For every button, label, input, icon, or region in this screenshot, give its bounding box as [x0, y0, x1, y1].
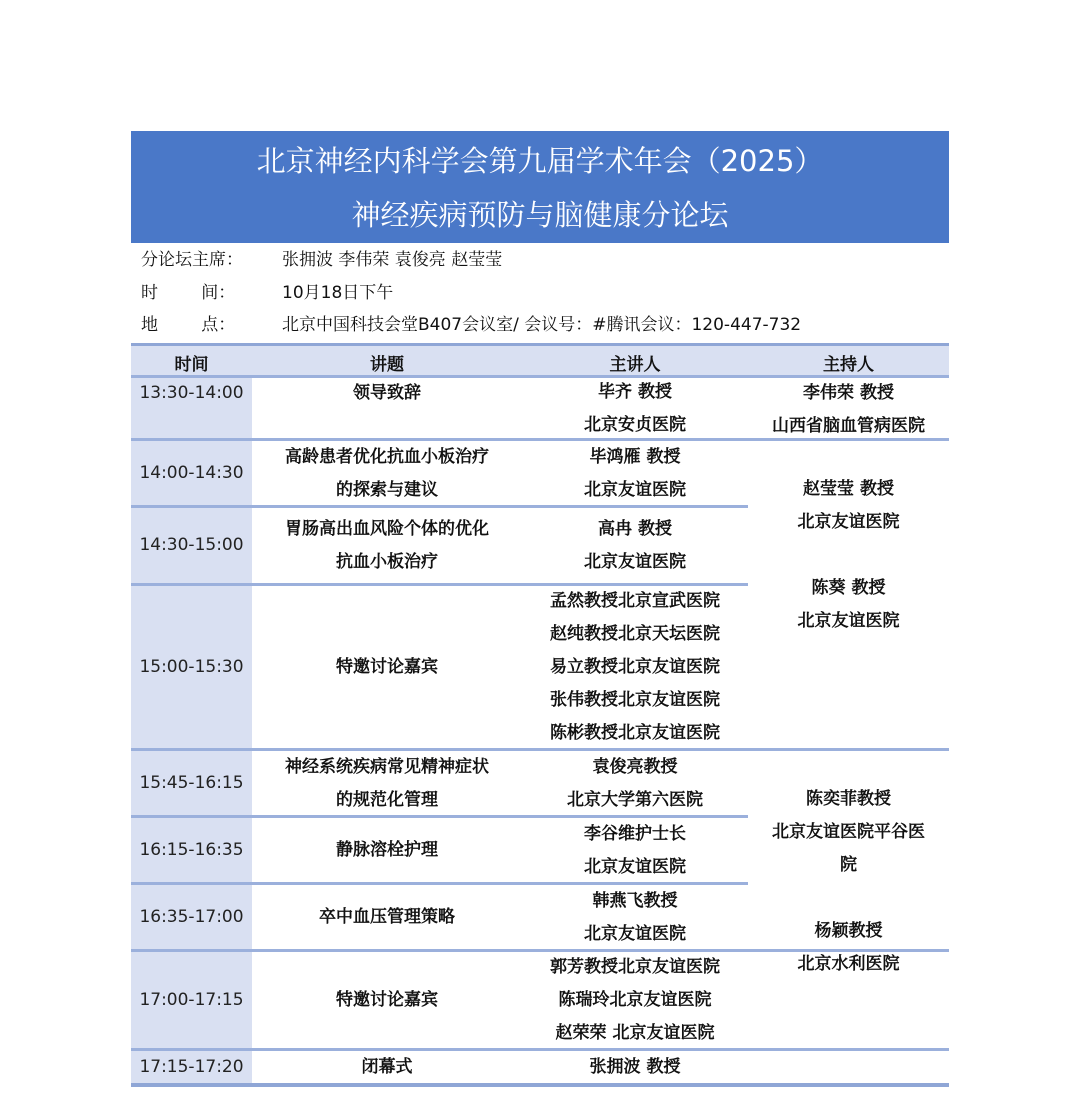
row-topic	[252, 1051, 522, 1084]
speaker-line: 张伟教授北京友谊医院	[550, 690, 720, 710]
row-speaker	[522, 376, 748, 442]
topic-line: 闭幕式	[361, 1057, 413, 1077]
speaker-line: 北京友谊医院	[584, 923, 686, 944]
row-topic	[252, 441, 522, 507]
row-time: 13:30-14:00	[139, 383, 244, 403]
row-time: 17:15-17:20	[139, 1056, 244, 1077]
host-spacer	[748, 882, 949, 915]
row-topic	[252, 651, 522, 684]
topic-line: 的规范化管理	[336, 789, 438, 810]
forum-subtitle: 神经疾病预防与脑健康分论坛	[351, 198, 729, 232]
host-line: 北京友谊医院平谷医	[772, 822, 925, 842]
host-block	[748, 783, 949, 981]
topic-line: 高龄患者优化抗血小板治疗	[285, 446, 489, 467]
row-time: 15:45-16:15	[139, 772, 244, 793]
host-line: 李伟荣 教授	[803, 383, 894, 403]
topic-line: 领导致辞	[353, 383, 421, 403]
row-topic	[252, 901, 522, 934]
host-line: 院	[840, 855, 857, 875]
row-time: 16:15-16:35	[139, 839, 244, 860]
row-divider	[131, 1083, 949, 1087]
header-time: 时间	[174, 355, 209, 375]
row-topic	[252, 834, 522, 867]
title-banner	[131, 131, 949, 243]
row-topic	[252, 513, 522, 579]
speaker-line: 北京友谊医院	[584, 856, 686, 877]
row-topic	[252, 377, 522, 410]
host-line: 北京水利医院	[797, 954, 900, 974]
speaker-line: 韩燕飞教授	[592, 890, 678, 911]
time-label: 时 间：	[141, 283, 236, 303]
header-speaker: 主讲人	[609, 355, 661, 375]
speaker-line: 陈瑞玲北京友谊医院	[558, 990, 712, 1010]
row-speaker	[522, 751, 748, 817]
row-time: 15:00-15:30	[139, 656, 244, 677]
header-host: 主持人	[823, 355, 874, 375]
topic-line: 特邀讨论嘉宾	[336, 657, 438, 677]
row-speaker	[522, 585, 748, 750]
time-column-shade	[131, 343, 252, 1085]
row-speaker	[522, 818, 748, 884]
topic-line: 神经系统疾病常见精神症状	[285, 756, 489, 777]
host-line: 陈葵 教授	[811, 578, 886, 598]
row-topic	[252, 984, 522, 1017]
speaker-line: 赵荣荣 北京友谊医院	[555, 1023, 715, 1043]
topic-line: 胃肠高出血风险个体的优化	[285, 519, 489, 539]
time-value: 10月18日下午	[282, 283, 394, 303]
speaker-line: 张拥波 教授	[589, 1057, 681, 1077]
speaker-line: 北京友谊医院	[584, 552, 686, 572]
speaker-line: 高冉 教授	[598, 519, 672, 539]
speaker-line: 李谷维护士长	[584, 823, 686, 844]
row-speaker	[522, 1051, 748, 1084]
speaker-line: 孟然教授北京宣武医院	[550, 591, 720, 611]
row-speaker	[522, 441, 748, 507]
speaker-line: 郭芳教授北京友谊医院	[550, 957, 720, 977]
row-divider	[131, 505, 748, 508]
topic-line: 的探索与建议	[336, 479, 438, 500]
speaker-line: 袁俊亮教授	[592, 756, 678, 777]
host-line: 北京友谊医院	[797, 512, 900, 532]
speaker-line: 易立教授北京友谊医院	[550, 657, 720, 677]
row-speaker	[522, 885, 748, 951]
row-speaker	[522, 513, 748, 579]
row-topic	[252, 751, 522, 817]
speaker-line: 北京友谊医院	[584, 479, 686, 500]
chairs-value: 张拥波 李伟荣 袁俊亮 赵莹莹	[282, 250, 503, 270]
host-line: 杨颖教授	[814, 921, 883, 941]
header-topic: 讲题	[370, 355, 404, 375]
row-time: 16:35-17:00	[139, 906, 244, 927]
speaker-line: 赵纯教授北京天坛医院	[550, 624, 720, 644]
host-spacer	[748, 539, 949, 572]
row-time: 17:00-17:15	[139, 989, 244, 1010]
schedule-table	[131, 343, 949, 1087]
speaker-line: 北京安贞医院	[584, 414, 686, 435]
host-line: 北京友谊医院	[797, 611, 900, 631]
row-time: 14:00-14:30	[139, 462, 244, 483]
host-line: 山西省脑血管病医院	[772, 416, 925, 436]
row-time: 14:30-15:00	[139, 535, 244, 555]
topic-line: 特邀讨论嘉宾	[336, 990, 438, 1010]
topic-line: 卒中血压管理策略	[319, 907, 455, 927]
topic-line: 抗血小板治疗	[336, 552, 438, 572]
topic-line: 静脉溶栓护理	[336, 840, 438, 860]
speaker-line: 北京大学第六医院	[567, 789, 703, 810]
row-speaker	[522, 951, 748, 1050]
place-label: 地 点：	[141, 315, 236, 335]
speaker-line: 陈彬教授北京友谊医院	[550, 723, 720, 743]
host-line: 陈奕菲教授	[806, 789, 891, 809]
host-block	[748, 377, 949, 443]
place-value: 北京中国科技会堂B407会议室/ 会议号：#腾讯会议：120-447-732	[282, 315, 802, 335]
host-line: 赵莹莹 教授	[803, 479, 894, 499]
table-header	[131, 343, 949, 377]
host-block	[748, 473, 949, 638]
chairs-label: 分论坛主席：	[141, 250, 243, 270]
speaker-line: 毕齐 教授	[598, 381, 672, 402]
conference-title: 北京神经内科学会第九届学术年会（2025）	[256, 144, 824, 178]
speaker-line: 毕鸿雁 教授	[589, 446, 681, 467]
